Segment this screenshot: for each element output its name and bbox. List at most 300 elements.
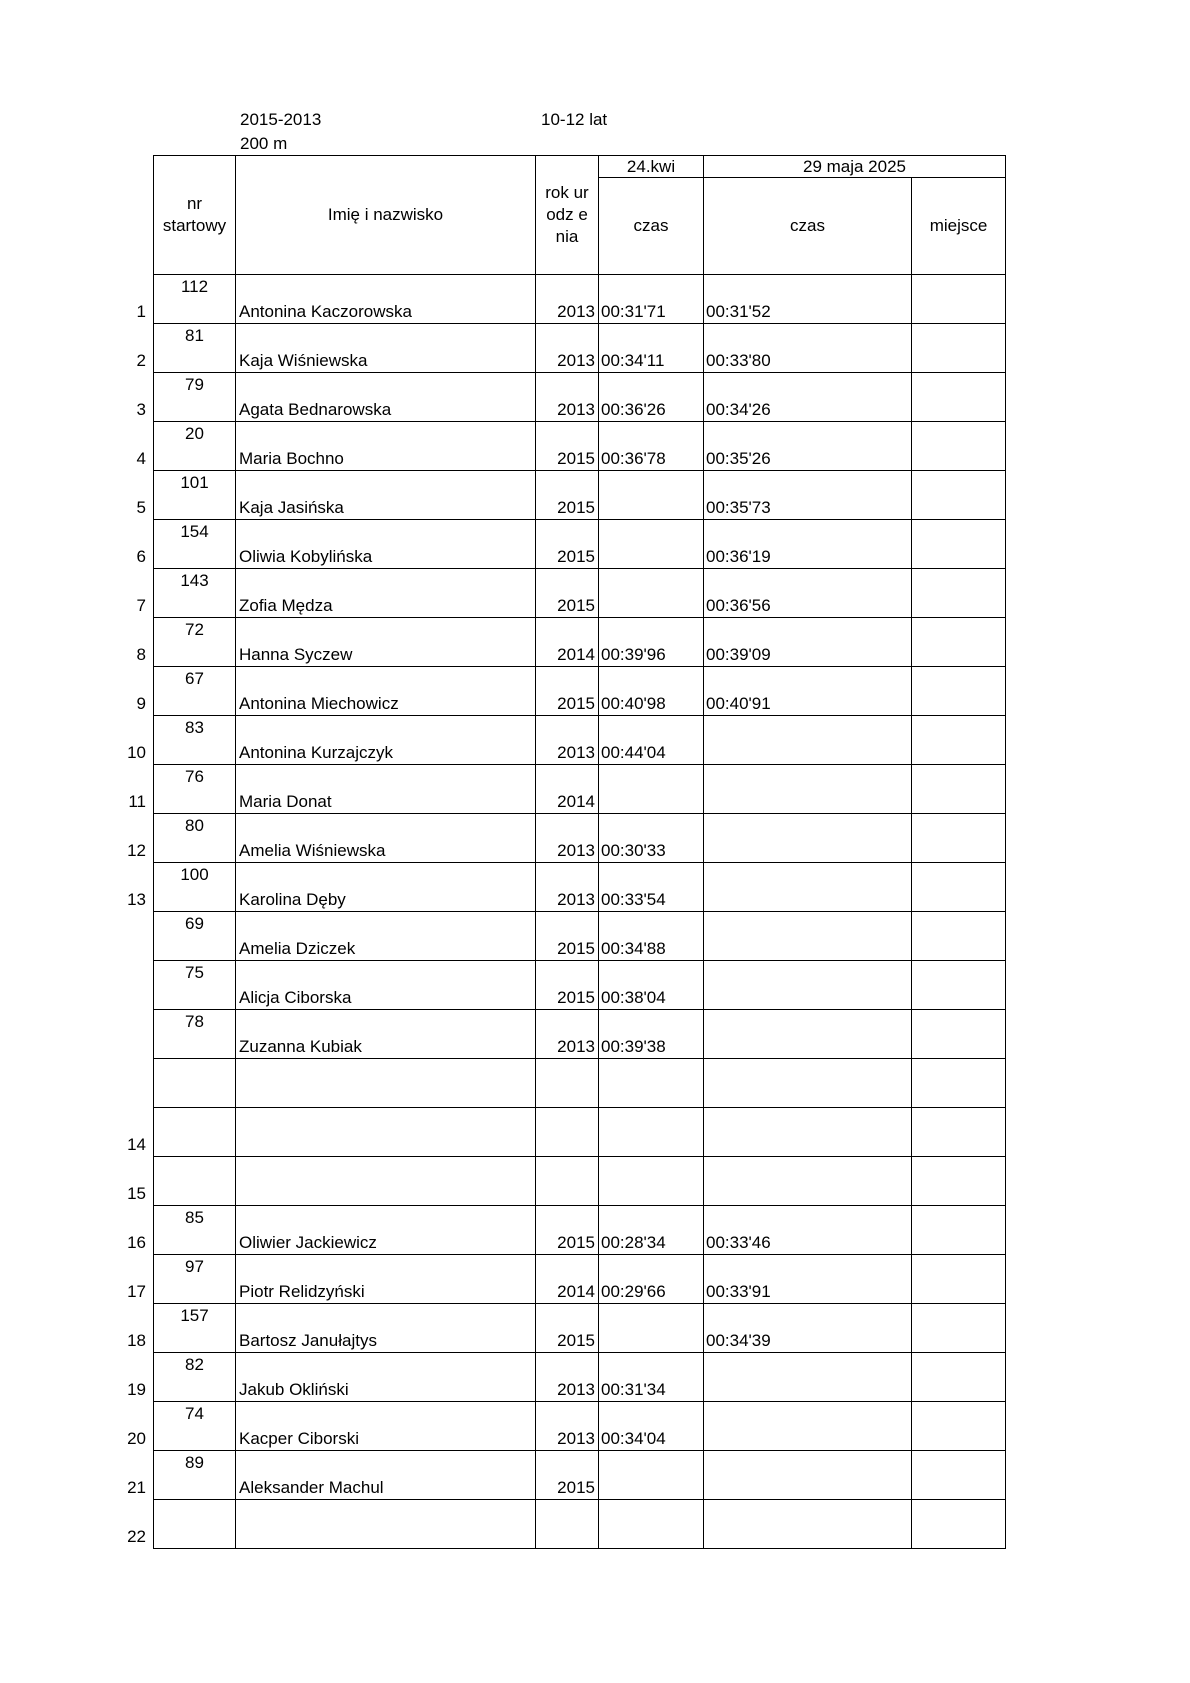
cell-place	[912, 1108, 1006, 1157]
birth-year: 2015	[557, 1331, 595, 1350]
row-index: 22	[127, 1527, 146, 1546]
cell-nr	[136, 373, 236, 422]
cell-name	[236, 1402, 536, 1451]
cell-year	[536, 716, 599, 765]
time-2: 00:36'56	[706, 596, 771, 615]
cell-place	[912, 716, 1006, 765]
cell-nr	[127, 1157, 236, 1206]
start-number: 85	[185, 1208, 204, 1227]
cell-time2	[704, 275, 912, 324]
time-2: 00:33'46	[706, 1233, 771, 1252]
cell-time2	[704, 1010, 912, 1059]
birth-year: 2015	[557, 596, 595, 615]
table-row	[154, 1304, 1006, 1353]
cell-time2	[704, 1206, 912, 1255]
cell-time2	[704, 569, 912, 618]
cell-name	[236, 1157, 536, 1206]
athlete-name: Antonina Kurzajczyk	[239, 743, 394, 762]
start-number: 81	[185, 326, 204, 345]
table-row	[154, 765, 1006, 814]
time-1: 00:36'78	[601, 449, 666, 468]
table-row	[154, 1010, 1006, 1059]
row-index: 12	[127, 841, 146, 860]
cell-name	[236, 1451, 536, 1500]
birth-year: 2015	[557, 988, 595, 1007]
athlete-name: Maria Bochno	[239, 449, 344, 468]
start-number: 20	[185, 424, 204, 443]
cell-time1	[599, 1206, 704, 1255]
cell-time1	[599, 1255, 704, 1304]
col-header-place: miejsce	[912, 178, 1006, 275]
age-group-label: 10-12 lat	[541, 110, 608, 129]
table-row	[154, 1157, 1006, 1206]
birth-year: 2013	[557, 743, 595, 762]
start-number: 97	[185, 1257, 204, 1276]
cell-place	[912, 520, 1006, 569]
header-row-dates	[154, 156, 1006, 178]
cell-nr	[127, 1304, 236, 1353]
cell-name	[236, 569, 536, 618]
row-index: 13	[127, 890, 146, 909]
cell-year	[536, 618, 599, 667]
time-1: 00:30'33	[601, 841, 666, 860]
cell-nr	[136, 471, 236, 520]
cell-time1	[599, 667, 704, 716]
athlete-name: Piotr Relidzyński	[239, 1282, 365, 1301]
athlete-name: Zuzanna Kubiak	[239, 1037, 362, 1056]
time-2: 00:34'39	[706, 1331, 771, 1350]
results-table	[127, 155, 1006, 1549]
birth-year: 2015	[557, 1233, 595, 1252]
cell-year	[536, 1059, 599, 1108]
time-2: 00:34'26	[706, 400, 771, 419]
start-number: 100	[180, 865, 209, 884]
athlete-name: Aleksander Machul	[239, 1478, 384, 1497]
cell-place	[912, 1500, 1006, 1549]
birth-year: 2014	[557, 1282, 595, 1301]
cell-nr	[127, 814, 236, 863]
cell-name	[236, 520, 536, 569]
cell-time1	[599, 716, 704, 765]
birth-year: 2013	[557, 351, 595, 370]
cell-time2	[704, 1157, 912, 1206]
cell-nr	[128, 765, 236, 814]
table-row	[154, 1206, 1006, 1255]
cell-year	[536, 275, 599, 324]
row-index: 16	[127, 1233, 146, 1252]
table-row	[154, 912, 1006, 961]
cell-time1	[599, 961, 704, 1010]
birth-year: 2015	[557, 547, 595, 566]
start-number: 75	[185, 963, 204, 982]
table-row	[154, 569, 1006, 618]
start-number: 76	[185, 767, 204, 786]
cell-year	[536, 863, 599, 912]
table-row	[154, 1451, 1006, 1500]
cell-time1	[599, 912, 704, 961]
athlete-name: Kaja Wiśniewska	[239, 351, 368, 370]
cell-place	[912, 1304, 1006, 1353]
start-number: 78	[185, 1012, 204, 1031]
row-index: 21	[127, 1478, 146, 1497]
time-1: 00:28'34	[601, 1233, 666, 1252]
cell-name	[236, 1353, 536, 1402]
athlete-name: Amelia Dziczek	[239, 939, 356, 958]
distance-label: 200 m	[240, 134, 288, 153]
athlete-name: Amelia Wiśniewska	[239, 841, 386, 860]
athlete-name: Hanna Syczew	[239, 645, 353, 664]
time-2: 00:33'80	[706, 351, 771, 370]
athlete-name: Kaja Jasińska	[239, 498, 344, 517]
cell-time2	[704, 1451, 912, 1500]
row-index: 2	[136, 351, 146, 370]
birth-year: 2014	[557, 792, 595, 811]
athlete-name: Alicja Ciborska	[239, 988, 352, 1007]
start-number: 67	[185, 669, 204, 688]
cell-place	[912, 1157, 1006, 1206]
cell-time2	[704, 765, 912, 814]
cell-time2	[704, 667, 912, 716]
table-row	[154, 373, 1006, 422]
cell-nr	[154, 912, 236, 961]
table-row	[154, 814, 1006, 863]
table-row	[154, 1353, 1006, 1402]
cell-name	[236, 667, 536, 716]
cell-time1	[599, 765, 704, 814]
cell-name	[236, 912, 536, 961]
cell-time2	[704, 1353, 912, 1402]
cell-name	[236, 814, 536, 863]
athlete-name: Oliwia Kobylińska	[239, 547, 373, 566]
cell-time1	[599, 1304, 704, 1353]
time-1: 00:33'54	[601, 890, 666, 909]
col-header-year	[536, 156, 599, 275]
time-2: 00:33'91	[706, 1282, 771, 1301]
cell-name	[236, 1255, 536, 1304]
cell-place	[912, 618, 1006, 667]
cell-time1	[599, 1157, 704, 1206]
cell-year	[536, 422, 599, 471]
time-2: 00:35'26	[706, 449, 771, 468]
cell-nr	[127, 863, 236, 912]
col-header-time1: czas	[599, 178, 704, 275]
table-row	[154, 1402, 1006, 1451]
birth-year: 2013	[557, 890, 595, 909]
athlete-name: Jakub Okliński	[239, 1380, 349, 1399]
cell-place	[912, 814, 1006, 863]
cell-time2	[704, 1108, 912, 1157]
cell-year	[536, 471, 599, 520]
cell-place	[912, 471, 1006, 520]
cell-name	[236, 716, 536, 765]
cell-year	[536, 569, 599, 618]
time-1: 00:39'96	[601, 645, 666, 664]
cell-place	[912, 373, 1006, 422]
cell-time1	[599, 1500, 704, 1549]
cell-time2	[704, 324, 912, 373]
cell-year	[536, 324, 599, 373]
cell-place	[912, 1010, 1006, 1059]
row-index: 10	[127, 743, 146, 762]
birth-year: 2015	[557, 498, 595, 517]
cell-time1	[599, 520, 704, 569]
cell-name	[236, 863, 536, 912]
cell-year	[536, 1500, 599, 1549]
table-row	[154, 324, 1006, 373]
cell-time2	[704, 1500, 912, 1549]
cell-nr	[154, 961, 236, 1010]
row-index: 8	[136, 645, 146, 664]
start-number: 112	[180, 277, 209, 296]
time-1: 00:31'34	[601, 1380, 666, 1399]
cell-place	[912, 1059, 1006, 1108]
cell-time2	[704, 1304, 912, 1353]
cell-name	[236, 961, 536, 1010]
cell-time1	[599, 1402, 704, 1451]
cell-name	[236, 765, 536, 814]
table-row	[154, 667, 1006, 716]
cell-time2	[704, 422, 912, 471]
cell-year	[536, 667, 599, 716]
time-1: 00:34'88	[601, 939, 666, 958]
cell-year	[536, 1451, 599, 1500]
cell-time1	[599, 1108, 704, 1157]
cell-year	[536, 373, 599, 422]
row-index: 19	[127, 1380, 146, 1399]
cell-time1	[599, 275, 704, 324]
cell-nr	[127, 1451, 236, 1500]
start-number: 89	[185, 1453, 204, 1472]
cell-nr	[127, 1206, 236, 1255]
cell-nr	[127, 716, 236, 765]
birth-year: 2013	[557, 302, 595, 321]
cell-year	[536, 1402, 599, 1451]
cell-nr	[154, 1010, 236, 1059]
birth-year: 2013	[557, 841, 595, 860]
cell-time2	[704, 1402, 912, 1451]
time-2: 00:35'73	[706, 498, 771, 517]
table-row	[154, 1500, 1006, 1549]
cell-time1	[599, 863, 704, 912]
table-row	[154, 961, 1006, 1010]
col-header-year-label: rok urodz enia	[545, 183, 589, 246]
cell-place	[912, 569, 1006, 618]
cell-place	[912, 863, 1006, 912]
cell-place	[912, 961, 1006, 1010]
cell-nr	[154, 1059, 236, 1108]
cell-name	[236, 1304, 536, 1353]
cell-place	[912, 422, 1006, 471]
cell-time1	[599, 471, 704, 520]
cell-name	[236, 324, 536, 373]
cell-year	[536, 765, 599, 814]
row-index: 20	[127, 1429, 146, 1448]
birth-year: 2013	[557, 1429, 595, 1448]
table-row	[154, 1108, 1006, 1157]
time-1: 00:39'38	[601, 1037, 666, 1056]
date-header-1: 24.kwi	[599, 156, 704, 178]
birth-years-range: 2015-2013	[240, 110, 322, 129]
time-1: 00:29'66	[601, 1282, 666, 1301]
cell-place	[912, 324, 1006, 373]
time-1: 00:44'04	[601, 743, 666, 762]
cell-time1	[599, 1353, 704, 1402]
start-number: 72	[185, 620, 204, 639]
time-1: 00:38'04	[601, 988, 666, 1007]
cell-name	[236, 1059, 536, 1108]
cell-time2	[704, 863, 912, 912]
athlete-name: Kacper Ciborski	[239, 1429, 359, 1448]
table-row	[154, 618, 1006, 667]
cell-year	[536, 961, 599, 1010]
row-index: 3	[136, 400, 146, 419]
table-row	[154, 422, 1006, 471]
date-header-2: 29 maja 2025	[704, 156, 1006, 178]
start-number: 101	[180, 473, 209, 492]
row-index: 1	[136, 302, 146, 321]
cell-place	[912, 912, 1006, 961]
cell-name	[236, 1206, 536, 1255]
athlete-name: Karolina Dęby	[239, 890, 346, 909]
table-row	[154, 1059, 1006, 1108]
cell-nr	[136, 667, 236, 716]
cell-place	[912, 1353, 1006, 1402]
athlete-name: Antonina Kaczorowska	[239, 302, 412, 321]
cell-nr	[136, 324, 236, 373]
cell-place	[912, 1451, 1006, 1500]
row-index: 7	[136, 596, 146, 615]
birth-year: 2015	[557, 449, 595, 468]
row-index: 6	[136, 547, 146, 566]
cell-year	[536, 1157, 599, 1206]
cell-nr	[136, 520, 236, 569]
start-number: 154	[180, 522, 209, 541]
cell-name	[236, 275, 536, 324]
cell-year	[536, 1255, 599, 1304]
table-row	[154, 1255, 1006, 1304]
cell-time2	[704, 471, 912, 520]
cell-time2	[704, 1255, 912, 1304]
cell-time1	[599, 1010, 704, 1059]
cell-time2	[704, 716, 912, 765]
cell-time1	[599, 422, 704, 471]
cell-time1	[599, 814, 704, 863]
cell-year	[536, 1010, 599, 1059]
cell-nr	[136, 275, 236, 324]
cell-nr	[127, 1108, 236, 1157]
row-index: 11	[128, 792, 146, 811]
cell-year	[536, 1108, 599, 1157]
cell-name	[236, 471, 536, 520]
cell-time1	[599, 373, 704, 422]
cell-year	[536, 1304, 599, 1353]
cell-nr	[127, 1255, 236, 1304]
cell-time2	[704, 1059, 912, 1108]
time-1: 00:34'04	[601, 1429, 666, 1448]
row-index: 18	[127, 1331, 146, 1350]
col-header-nr-label: nr startowy	[162, 194, 227, 235]
cell-time1	[599, 1059, 704, 1108]
cell-nr	[136, 618, 236, 667]
birth-year: 2013	[557, 1380, 595, 1399]
athlete-name: Zofia Mędza	[239, 596, 333, 615]
time-2: 00:39'09	[706, 645, 771, 664]
row-index: 9	[136, 694, 146, 713]
cell-place	[912, 1402, 1006, 1451]
cell-name	[236, 1500, 536, 1549]
cell-nr	[136, 422, 236, 471]
start-number: 83	[185, 718, 204, 737]
cell-time2	[704, 373, 912, 422]
cell-nr	[127, 1500, 236, 1549]
start-number: 74	[185, 1404, 204, 1423]
start-number: 80	[185, 816, 204, 835]
table-row	[154, 863, 1006, 912]
cell-time2	[704, 814, 912, 863]
cell-name	[236, 1010, 536, 1059]
birth-year: 2015	[557, 939, 595, 958]
row-index: 14	[127, 1135, 146, 1154]
time-1: 00:40'98	[601, 694, 666, 713]
birth-year: 2013	[557, 400, 595, 419]
birth-year: 2013	[557, 1037, 595, 1056]
cell-year	[536, 814, 599, 863]
cell-place	[912, 765, 1006, 814]
cell-place	[912, 1255, 1006, 1304]
cell-name	[236, 1108, 536, 1157]
cell-year	[536, 1206, 599, 1255]
birth-year: 2015	[557, 1478, 595, 1497]
col-header-name: Imię i nazwisko	[236, 156, 536, 275]
athlete-name: Bartosz Janułajtys	[239, 1331, 377, 1350]
table-row	[154, 716, 1006, 765]
birth-year: 2014	[557, 645, 595, 664]
time-2: 00:40'91	[706, 694, 771, 713]
table-row	[154, 275, 1006, 324]
time-1: 00:31'71	[601, 302, 666, 321]
athlete-name: Antonina Miechowicz	[239, 694, 399, 713]
athlete-name: Agata Bednarowska	[239, 400, 392, 419]
cell-time1	[599, 1451, 704, 1500]
cell-year	[536, 1353, 599, 1402]
row-index: 5	[136, 498, 146, 517]
col-header-nr	[154, 156, 236, 275]
cell-year	[536, 520, 599, 569]
row-index: 17	[127, 1282, 146, 1301]
cell-place	[912, 667, 1006, 716]
cell-time2	[704, 618, 912, 667]
time-2: 00:36'19	[706, 547, 771, 566]
cell-nr	[127, 1402, 236, 1451]
col-header-time2: czas	[704, 178, 912, 275]
cell-name	[236, 373, 536, 422]
row-index: 15	[127, 1184, 146, 1203]
start-number: 82	[185, 1355, 204, 1374]
start-number: 69	[185, 914, 204, 933]
cell-name	[236, 422, 536, 471]
cell-name	[236, 618, 536, 667]
cell-time1	[599, 618, 704, 667]
cell-year	[536, 912, 599, 961]
birth-year: 2015	[557, 694, 595, 713]
time-1: 00:34'11	[601, 351, 665, 370]
cell-place	[912, 275, 1006, 324]
cell-nr	[127, 1353, 236, 1402]
time-1: 00:36'26	[601, 400, 666, 419]
time-2: 00:31'52	[706, 302, 771, 321]
start-number: 79	[185, 375, 204, 394]
cell-time2	[704, 520, 912, 569]
